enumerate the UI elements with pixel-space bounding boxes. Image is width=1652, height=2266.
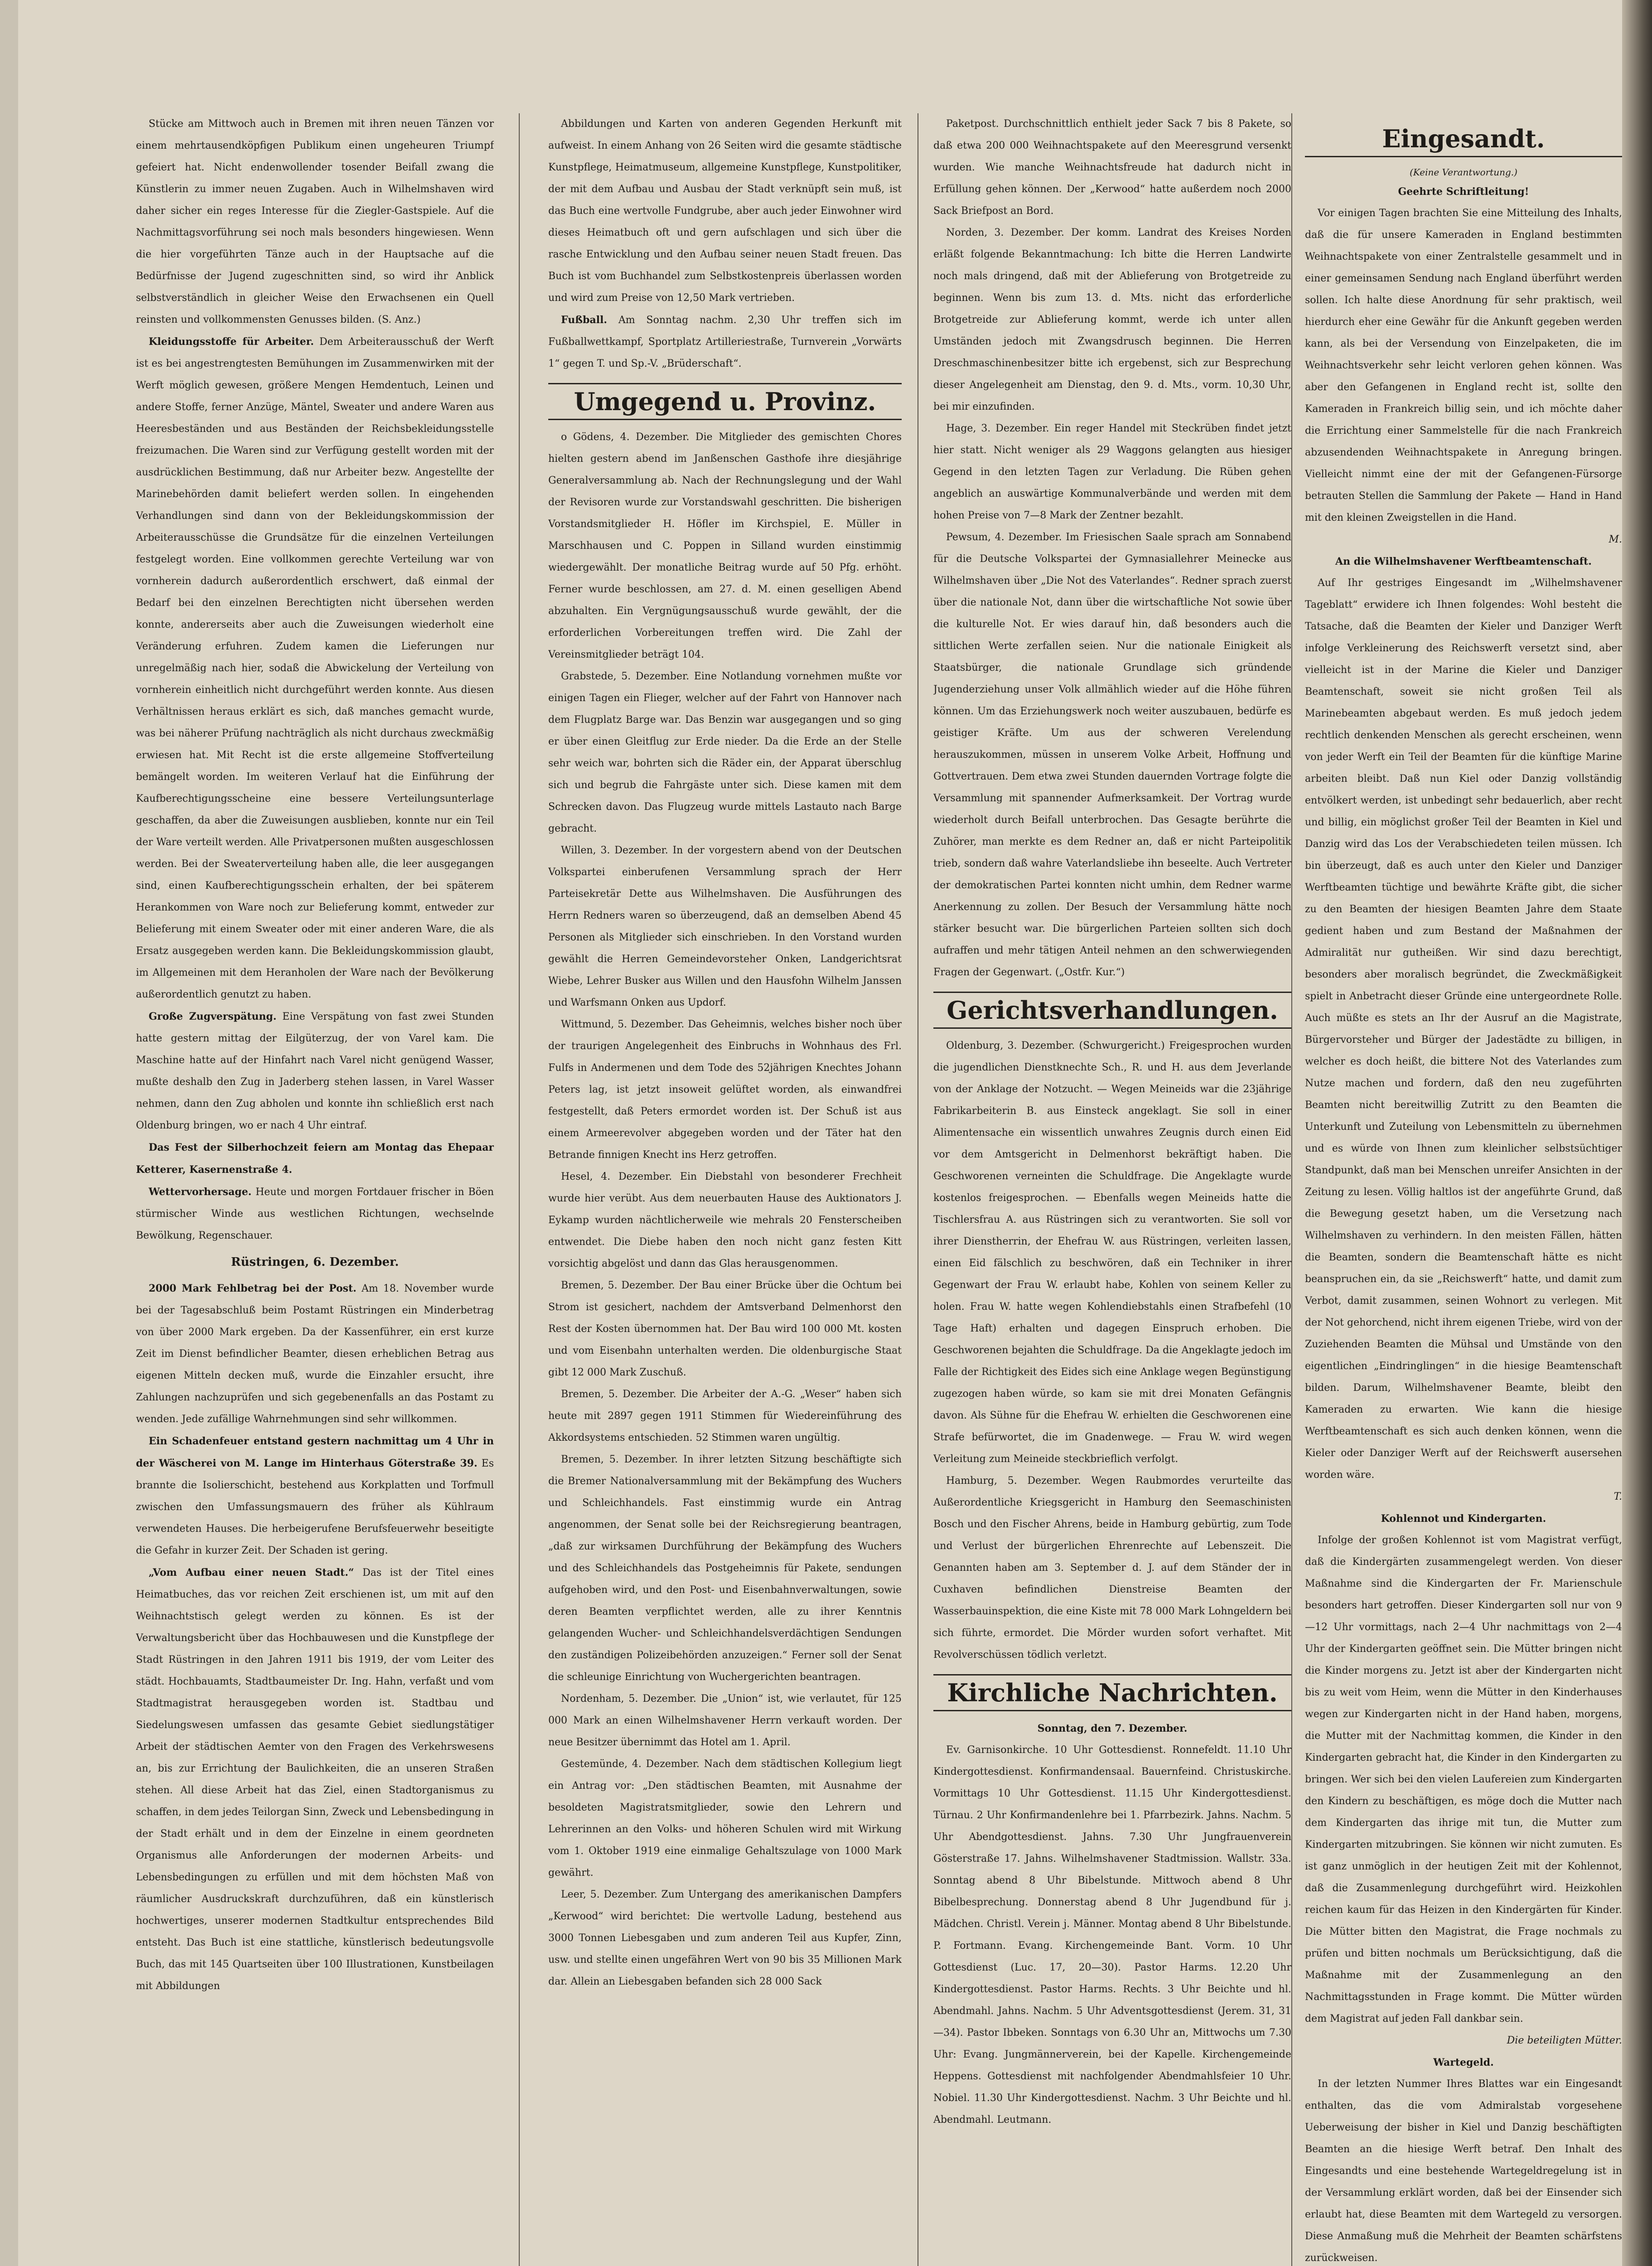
column-1 [136,113,494,2266]
article-text: Leer, 5. Dezember. Zum Untergang des amerikanischen Dampfers „Kerwood“ wird berichtet: Die wertvolle Ladung, bestehend aus 3000 Tonnen Liebesgaben und zum anderen Teil aus Kupfer, Zinn, usw. und stellte einen ungefähren Wert von 90 bis 35 Millionen Mark dar. Allein an Liebesgaben befanden sich 28 000 Sack [548,1889,902,1987]
section-heading: Eingesandt. [1305,121,1622,157]
column-3 [933,113,1291,2266]
section-heading: Gerichtsverhandlungen. [933,992,1291,1029]
article-text: Pewsum, 4. Dezember. Im Friesischen Saale sprach am Sonnabend für die Deutsche Volkspartei der Gymnasiallehrer Meinecke aus Wilhelmshaven über „Die Not des Vaterlandes“. Redner sprach zuerst über die nationale Not, dann über die wirtschaftliche Not sowie über die kulturelle Not. Er wies darauf hin, daß besonders auch die sittlichen Werte zerfallen seien. Nur die nationale Einigkeit als Staatsbürger, die nationale Grundlage sich gründende Jugenderziehung unser Volk allmählich wieder auf die Höhe führen können. Um das Erziehungswerk noch weiter auszubauen, bedürfe es geistiger Kräfte. Um aus der schweren Verelendung herauszukommen, müssen in unserem Volke Arbeit, Hoffnung und Gottvertrauen. Dem etwa zwei Stunden dauernden Vortrage folgte die Versammlung mit spannender Aufmerksamkeit. Der Vortrag wurde wiederholt durch Beifall unterbrochen. Das Gesagte berührte die Zuhörer, man merkte es dem Redner an, daß er nicht Parteipolitik trieb, sondern daß wahre Vaterlandsliebe ihn beseelte. Auch Vertreter der demokratischen Partei konnten nicht umhin, dem Redner warme Anerkennung zu zollen. Der Besuch der Versammlung hätte noch stärker besucht war. Die bürgerlichen Parteien sollten sich doch aufraffen und mehr tätigen Anteil nehmen an den schwerwiegenden Fragen der Gegenwart. („Ostfr. Kur.“) [933,532,1291,978]
article-text: Bremen, 5. Dezember. In ihrer letzten Sitzung beschäftigte sich die Bremer Nationalversammlung mit der Bekämpfung des Wuchers und Schleichhandels. Fast einstimmig wurde ein Antrag angenommen, der Senat solle bei der Reichsregierung beantragen, „daß zur wirksamen Durchführung der Bekämpfung des Wuchers und des Schleichhandels das Postgeheimnis für Pakete, sendungen aufgehoben wird, und den Post- und Eisenbahnverwaltungen, sowie deren Beamten verpflichtet werden, alle zu ihrer Kenntnis gelangenden Wucher- und Schleichhandelsverdächtigen Sendungen den zuständigen Polizeibehörden anzuzeigen.“ Ferner soll der Senat die schleunige Einrichtung von Wuchergerichten beantragen. [548,1454,902,1683]
article-text: In der letzten Nummer Ihres Blattes war ein Eingesandt enthalten, das die vom Admiralstab vorgesehene Ueberweisung der bisher in Kiel und Danzig beschäftigten Beamten an die hiesige Werft betraf. Den Inhalt des Eingesandts und eine bestehende Wartegeldregelung ist in der Versammlung erklärt worden, daß bei der Einsender sich erlaubt hat, diese Beamten mit dem Wartegeld zu versorgen. Diese Anmaßung muß die Mehrheit der Beamten schärfstens zurückweisen. [1305,2078,1622,2264]
article-paragraph [136,1562,494,1997]
article-text: Hesel, 4. Dezember. Ein Diebstahl von besonderer Frechheit wurde hier verübt. Aus dem neuerbauten Hause des Auktionators J. Eykamp wurden nächtlicherweile wie mehrals 20 Fensterscheiben entwendet. Die Diebe haben den noch nicht ganz festen Kitt vorsichtig abgelöst und dann das Glas herausgenommen. [548,1171,902,1269]
article-paragraph [136,1430,494,1562]
article-text: Dem Arbeiterausschuß der Werft ist es bei angestrengtesten Bemühungen im Zusammenwirken mit der Werft möglich gewesen, größere Mengen Hemdentuch, Leinen und andere Stoffe, ferner Anzüge, Mäntel, Sweater und andere Waren aus Heeresbeständen und aus Beständen der Reichsbekleidungsstelle freizumachen. Die Waren sind zur Verfügung gestellt worden mit der ausdrücklichen Bestimmung, daß nur Arbeiter bezw. Angestellte der Marinebehörden damit beliefert werden sollen. In eingehenden Verhandlungen sind dann von der Bekleidungskommission der Arbeiterausschüsse die Grundsätze für die einzelnen Verteilungen festgelegt worden. Eine vollkommen gerechte Verteilung war von vornherein dadurch außerordentlich erschwert, daß einmal der Bedarf bei den einzelnen Berechtigten nicht übersehen werden konnte, andererseits aber auch die Zuweisungen wiederholt eine Veränderung erfuhren. Zudem kamen die Lieferungen nur unregelmäßig nach hier, sodaß die Abwickelung der Verteilung von vornherein einheitlich nicht durchgeführt werden konnte. Aus diesen Verhältnissen heraus erklärt es sich, daß manches gemacht wurde, was bei näherer Prüfung nachträglich als nicht durchaus zweckmäßig erwiesen hat. Mit Recht ist die erste allgemeine Stoffverteilung bemängelt worden. Im weiteren Verlauf hat die Einführung der Kaufberechtigungsscheine eine bessere Verteilungsunterlage geschaffen, da aber die Zuweisungen ausblieben, konnte nur ein Teil der Ware verteilt werden. Alle Privatpersonen mußten ausgeschlossen werden. Bei der Sweaterverteilung haben alle, die leer ausgegangen sind, einen Kaufberechtigungsschein erhalten, der bei späterem Herankommen von Ware noch zur Belieferung kommt, entweder zur Belieferung mit einem Sweater oder mit einer anderen Ware, die als Ersatz ausgegeben werden kann. Die Bekleidungskommission glaubt, im Allgemeinen mit dem Heranholen der Ware nach der Bevölkerung außerordentlich genutzt zu haben. [136,336,494,1000]
signature: T. [1613,1491,1622,1502]
article-text: Norden, 3. Dezember. Der komm. Landrat des Kreises Norden erläßt folgende Bekanntmachung: Ich bitte die Herren Landwirte noch mals dringend, daß mit der Ablieferung von Brotgetreide zu beginnen. Wenn bis zum 13. d. Mts. nicht das erforderliche Brotgetreide zur Ablieferung kommt, werde ich unter allen Umständen jedoch mit Zwangsdrusch beginnen. Die Herren Dreschmaschinenbesitzer bitte ich ergebenst, sich zur Besprechung dieser Angelegenheit am Dienstag, den 9. d. Mts., vorm. 10,30 Uhr, bei mir einzufinden. [933,227,1291,412]
article-lead: Fußball. [561,314,607,326]
article-lead: Große Zugverspätung. [149,1011,277,1022]
page-edge-shadow [1622,0,1652,2266]
article-text: Das ist der Titel eines Heimatbuches, das vor reichen Zeit erschienen ist, um mit auf den Weihnachtstisch gelegt werden zu können. Es ist der Verwaltungsbericht über das Hochbauwesen und die Kunstpflege der Stadt Rüstringen in den Jahren 1911 bis 1919, der vom Leiter des städt. Hochbauamts, Stadtbaumeister Dr. Ing. Hahn, verfaßt und vom Stadtmagistrat herausgegeben worden ist. Stadtbau und Siedelungswesen umfassen das gesamte Gebiet siedlungstätiger Arbeit der städtischen Aemter von den Fragen des Verkehrswesens an, bis zur Errichtung der Baulichkeiten, die an unseren Straßen stehen. All diese Arbeit hat das Ziel, einen Stadtorganismus zu schaffen, in dem jedes Teilorgan Sinn, Zweck und Lebensbedingung in der Stadt erhält und in dem der Einzelne in einem geordneten Organismus alle Anforderungen der modernen Arbeits- und Lebensbedingungen zu erfüllen und mit dem höchsten Maß von räumlicher Ausdruckskraft durchzuführen, daß ein künstlerisch hochwertiges, unserer modernen Stadtkultur entsprechendes Bild entsteht. Das Buch ist eine stattliche, künstlerisch bedeutungsvolle Buch, das mit 145 Quartseiten über 100 Illustrationen, Kunstbeilagen mit Abbildungen [136,1567,494,1992]
column-4 [1305,113,1622,2266]
article-text: Infolge der großen Kohlennot ist vom Magistrat verfügt, daß die Kindergärten zusammengelegt werden. Von dieser Maßnahme sind die Kindergarten der Fr. Marienschule besonders hart getroffen. Dieser Kindergarten soll nur von 9—12 Uhr vormittags, nach 2—4 Uhr nachmittags von 2—4 Uhr der Kindergarten geöffnet sein. Die Mütter bringen nicht die Kinder morgens zu. Jetzt ist aber der Kindergarten nicht bis zu weit vom Heim, wenn die Mütter in den Kinderhauses wegen zur Kindergarten nicht in der Hand haben, morgens, die Mutter mit der Nachmittag kommen, die Kinder in den Kindergarten gebracht hat, die Kinder in den Kindergarten zu bringen. Wer sich bei den vielen Laufereien zum Kindergarten den Kindern zu beschäftigen, es möge doch die Mutter nach dem Kindergarten das ihrige mit tun, die Mutter zum Kindergarten mitzubringen. Sie können wir nicht zumuten. Es ist ganz unmöglich in der heutigen Zeit mit der Kohlennot, daß die Zusammenlegung durchgeführt wird. Heizkohlen reichen kaum für das Heizen in den Kindergärten für Kinder. Die Mütter bitten den Magistrat, die Frage nochmals zu prüfen und bitten nochmals um Berücksichtigung, daß die Maßnahme mit der Zusammenlegung an den Nachmittagsstunden in Frage kommt. Die Mütter würden dem Magistrat auf jeden Fall dankbar sein. [1305,1535,1622,2024]
service-date: Sonntag, den 7. Dezember. [1037,1723,1188,1734]
article-lead: „Vom Aufbau einer neuen Stadt.“ [149,1567,354,1578]
article-text: Stücke am Mittwoch auch in Bremen mit ihren neuen Tänzen vor einem mehrtausendköpfigen Publikum einen ungeheuren Triumpf gefeiert hat. Nicht endenwollender tosender Beifall zwang die Künstlerin zu immer neuen Zugaben. Auch in Wilhelmshaven wird daher sicher ein reges Interesse für die Ziegler-Gastspiele. Auf die Nachmittagsvorführung sei noch mals besonders hingewiesen. Wenn die hier vorgeführten Tänze auch in der Hauptsache auf die Bedürfnisse der Jugend zugeschnitten sind, so wird ihr Anblick selbstverständlich in gleicher Weise den Erwachsenen ein Quell reinsten und vollkommensten Genusses bilden. (S. Anz.) [136,118,494,325]
article-paragraph [136,1181,494,1247]
article-lead: Wettervorhersage. [149,1186,252,1198]
article-text: Bremen, 5. Dezember. Die Arbeiter der A.-G. „Weser“ haben sich heute mit 2897 gegen 1911 Stimmen für Wiedereinführung des Akkordsystems entschieden. 52 Stimmen waren ungültig. [548,1389,902,1443]
article-text: Grabstede, 5. Dezember. Eine Notlandung vornehmen mußte vor einigen Tagen ein Flieger, welcher auf der Fahrt von Hannover nach dem Flugplatz Barge war. Das Benzin war ausgegangen und so ging er über einen Gleitflug zur Erde nieder. Da die Erde an der Stelle sehr weich war, bohrten sich die Räder ein, der Apparat überschlug sich und begrub die Fahrgäste unter sich. Diese kamen mit dem Schrecken davon. Das Flugzeug wurde mittels Lastauto nach Barge gebracht. [548,671,902,834]
article-text: Hamburg, 5. Dezember. Wegen Raubmordes verurteilte das Außerordentliche Kriegsgericht in Hamburg den Seemaschinisten Bosch und den Fischer Ahrens, beide in Hamburg gebürtig, zum Tode und Verlust der bürgerlichen Ehrenrechte auf Lebenszeit. Die Genannten haben am 3. September d. J. auf dem Ständer der in Cuxhaven befindlichen Dienstreise Beamten der Wasserbauinspektion, die eine Kiste mit 78 000 Mark Lohngeldern bei sich führte, ermordet. Die Mörder wurden sofort verhaftet. Mit Revolverschüssen tödlich verletzt. [933,1475,1291,1661]
article-text: Am Sonntag nachm. 2,30 Uhr treffen sich im Fußballwettkampf, Sportplatz Artilleriestraße, Turnverein „Vorwärts 1“ gegen T. und Sp.-V. „Brüderschaft“. [548,315,902,369]
article-text: Heute und morgen Fortdauer frischer in Böen stürmischer Winde aus westlichen Richtungen, wechselnde Bewölkung, Regenschauer. [136,1186,494,1241]
article-text: Hage, 3. Dezember. Ein reger Handel mit Steckrüben findet jetzt hier statt. Nicht weniger als 29 Waggons gelangten aus hiesiger Gegend in den letzten Tagen zur Verladung. Die Rüben gehen angeblich an auswärtige Kommunalverbände und werden mit dem hohen Preise von 7—8 Mark der Zentner bezahlt. [933,423,1291,521]
article-lead: 2000 Mark Fehlbetrag bei der Post. [149,1283,357,1294]
article-text: Am 18. November wurde bei der Tagesabschluß beim Postamt Rüstringen ein Minderbetrag von über 2000 Mark ergeben. Da der Kassenführer, ein erst kurze Zeit im Dienst befindlicher Beamter, diesen erheblichen Betrag aus eigenen Mitteln decken muß, wurde die Einzahler ersucht, ihre Zahlungen nachzuprüfen und sich gegebenenfalls an das Postamt zu wenden. Jede zufällige Wahrnehmungen sind sehr willkommen. [136,1283,494,1425]
article-text: Abbildungen und Karten von anderen Gegenden Herkunft mit aufweist. In einem Anhang von 26 Seiten wird die gesamte städtische Kunstpflege, Heimatmuseum, allgemeine Kunstpflege, Kunstpolitiker, der mit dem Aufbau und Ausbau der Stadt verknüpft sein muß, ist das Buch eine wertvolle Fundgrube, aber auch jeder Einwohner wird dieses Heimatbuch oft und gern aufschlagen und sich über die rasche Entwicklung und den Aufbau seiner neuen Stadt freuen. Das Buch ist vom Buchhandel zum Selbstkostenpreis überlassen worden und wird zum Preise von 12,50 Mark vertrieben. [548,118,902,304]
salutation: Geehrte Schriftleitung! [1398,186,1529,198]
article-text: Ev. Garnisonkirche. 10 Uhr Gottesdienst. Ronnefeldt. 11.10 Uhr Kindergottesdienst. Konfirmandensaal. Bauernfeind. Christuskirche. Vormittags 10 Uhr Gottesdienst. 11.15 Uhr Kindergottesdienst. Türnau. 2 Uhr Konfirmandenlehre bei 1. Pfarrbezirk. Jahns. Nachm. 5 Uhr Abendgottesdienst. Jahns. 7.30 Uhr Jungfrauenverein Gösterstraße 17. Jahns. Wilhelmshavener Stadtmission. Wallstr. 33a. Sonntag abend 8 Uhr Bibelstunde. Mittwoch abend 8 Uhr Bibelbesprechung. Donnerstag abend 8 Uhr Jugendbund für j. Mädchen. Christl. Verein j. Männer. Montag abend 8 Uhr Bibelstunde. P. Fortmann. Evang. Kirchengemeinde Bant. Vorm. 10 Uhr Gottesdienst (Luc. 17, 20—30). Pastor Harms. 12.20 Uhr Kindergottesdienst. Pastor Harms. Rechts. 3 Uhr Beichte und hl. Abendmahl. Jahns. Nachm. 5 Uhr Adventsgottesdienst (Jerem. 31, 31—34). Pastor Ibbeken. Sonntags von 6.30 Uhr an, Mittwochs um 7.30 Uhr: Evang. Jungmännerverein, bei der Kapelle. Kirchengemeinde Heppens. Gottesdienst mit nachfolgender Abendmahlsfeier 10 Uhr. Nobiel. 11.30 Uhr Kindergottesdienst. Nachm. 3 Uhr Beichte und hl. Abendmahl. Leutmann. [933,1744,1291,2126]
article-text: Gestemünde, 4. Dezember. Nach dem städtischen Kollegium liegt ein Antrag vor: „Den städtischen Beamten, mit Ausnahme der besoldeten Magistratsmitglieder, sowie den Lehrern und Lehrerinnen an den Volks- und höheren Schulen wird mit Wirkung vom 1. Oktober 1919 eine einmalige Gehaltszulage von 1000 Mark gewährt. [548,1758,902,1879]
column-rule [1291,113,1292,2266]
dateline: Rüstringen, 6. Dezember. [231,1255,399,1269]
article-paragraph [136,1006,494,1137]
article-text: Es brannte die Isolierschicht, bestehend aus Korkplatten und Torfmull zwischen den Umfassungsmauern des früher als Kühlraum verwendeten Hauses. Die herbeigerufene Berufsfeuerwehr beseitigte die Gefahr in kurzer Zeit. Der Schaden ist gering. [136,1458,494,1556]
section-heading: Umgegend u. Provinz. [548,383,902,420]
article-text: Auf Ihr gestriges Eingesandt im „Wilhelmshavener Tageblatt“ erwidere ich Ihnen folgendes: Wohl besteht die Tatsache, daß die Beamten der Kieler und Danziger Werft infolge Verkleinerung des Reichswerft versetzt sind, aber vielleicht ist in der Marine die Kieler und Danziger Beamtenschaft, soweit sie nicht großen Teil als Marinebeamten abgebaut werden. Es muß jedoch jedem rechtlich denkenden Menschen als gerecht erscheinen, wenn von jeder Werft ein Teil der Beamten für die künftige Marine arbeiten bleibt. Daß nun Kiel oder Danzig vollständig entvölkert werden, ist unbedingt sehr bedauerlich, aber recht und billig, ein möglichst großer Teil der Beamten in Kiel und Danzig wird das Los der Verabschiedeten teilen müssen. Ich bin überzeugt, daß es auch unter den Kieler und Danziger Werftbeamten tüchtige und bewährte Kräfte gibt, die sicher zu den Beamten der hiesigen Beamten Jahre dem Staate gedient haben und zum Bestand der Maßnahmen der Admiralität nur gutheißen. Wir sind dazu berechtigt, besonders aber moralisch begründet, die Zweckmäßigkeit spielt in Anbetracht dieser Gründe eine untergeordnete Rolle. Auch müßte es stets an Ihr der Ausruf an die Magistrate, Bürgervorsteher und Bürger der Jadestädte zu billigen, in welcher es doch heißt, die bittere Not des Vaterlandes zum Nutze machen und fordern, daß den neu zugeführten Beamten nicht bereitwillig Zutritt zu den Beamten die Unterkunft und Zuteilung von Lebensmitteln zu übernehmen und es würde von Ihnen zum kleinlicher selbstsüchtiger Standpunkt, daß man bei Menschen unreifer Ansichten in der Zeitung zu lesen. Völlig haltlos ist der angeführte Grund, daß die Bewegung gesetzt haben, um die Versetzung nach Wilhelmshaven zu verhindern. In den meisten Fällen, hätten die Beamten, sondern die Beamtenschaft hätte es nicht beanspruchen ein, da sie „Reichswerft“ hatte, und damit zum Verbot, damit zusammen, seinen Wohnort zu verlegen. Mit der Not gehorchend, nicht ihrem eigenen Triebe, wird von der Zuziehenden Beamten die Mühsal und Umstände von den eigentlichen „Eindringlingen“ in die hiesige Beamtenschaft bilden. Darum, Wilhelmshavener Beamte, bleibt den Kameraden zu erwarten. Wie kann die hiesige Werftbeamtenschaft es sich auch denken können, wenn die Kieler oder Danziger Werft auf der Reichswerft ausersehen worden wäre. [1305,577,1622,1481]
article-text: Bremen, 5. Dezember. Der Bau einer Brücke über die Ochtum bei Strom ist gesichert, nachdem der Amtsverband Delmenhorst den Rest der Kosten übernommen hat. Der Bau wird 100 000 Mt. kosten und vom Eisenbahn unterhalten werden. Die oldenburgische Staat gibt 12 000 Mark Zuschuß. [548,1280,902,1378]
article-text: o Gödens, 4. Dezember. Die Mitglieder des gemischten Chores hielten gestern abend im Janßenschen Gasthofe ihre diesjährige Generalversammlung ab. Nach der Rechnungslegung und der Wahl der Revisoren wurde zur Vorstandswahl geschritten. Die bisherigen Vorstandsmitglieder H. Höfler im Kirchspiel, E. Müller in Marschhausen und C. Poppen in Silland wurden einstimmig wiedergewählt. Der monatliche Beitrag wurde auf 50 Pfg. erhöht. Ferner wurde beschlossen, am 27. d. M. einen geselligen Abend abzuhalten. Ein Vergnügungsausschuß wurde gewählt, der die erforderlichen Vorbereitungen treffen wird. Die Zahl der Vereinsmitglieder beträgt 104. [548,431,902,660]
article-lead: Wartegeld. [1433,2057,1494,2068]
article-lead: Das Fest der Silberhochzeit feiern am Montag das Ehepaar Ketterer, Kasernenstraße 4. [136,1142,494,1176]
article-paragraph [136,1278,494,1430]
disclaimer: (Keine Verantwortung.) [1410,167,1517,178]
article-text: Paketpost. Durchschnittlich enthielt jeder Sack 7 bis 8 Pakete, so daß etwa 200 000 Weihnachtspakete auf den Meeresgrund versenkt wurden. Wie manche Weihnachtsfreude hat dadurch nicht in Erfüllung gehen können. Der „Kerwood“ hatte außerdem noch 2000 Sack Briefpost an Bord. [933,118,1291,217]
section-heading: Kirchliche Nachrichten. [933,1674,1291,1711]
article-text: Oldenburg, 3. Dezember. (Schwurgericht.) Freigesprochen wurden die jugendlichen Dienstknechte Sch., R. und H. aus dem Jeverlande von der Anklage der Notzucht. — Wegen Meineids war die 23jährige Fabrikarbeiterin B. aus Einsteck angeklagt. Sie soll in einer Alimentensache ein wissentlich unwahres Zeugnis durch einen Eid vor dem Amtsgericht in Delmenhorst bekräftigt haben. Die Geschworenen verneinten die Schuldfrage. Die Angeklagte wurde kostenlos freigesprochen. — Ebenfalls wegen Meineids hatte die Tischlersfrau A. aus Rüstringen sich zu verantworten. Sie soll vor ihrer Dienstherrin, der Ehefrau W. aus Rüstringen, verleiten lassen, einen Eid fälschlich zu beschwören, daß ein Techniker in ihrer Gegenwart der Frau W. erlaubt habe, Kohlen von seinem Keller zu holen. Frau W. hatte wegen Kohlendiebstahls einen Strafbefehl (10 Tage Haft) erhalten und dagegen Einspruch erhoben. Die Geschworenen bejahten die Schuldfrage. Da die Angeklagte jedoch im Falle der Richtigkeit des Eides sich eine Anklage wegen Begünstigung zugezogen haben würde, so kam sie mit drei Monaten Gefängnis davon. Als Sühne für die Ehefrau W. erhielten die Geschworenen eine Strafe befürwortet, die im Gnadenwege. — Frau W. wird wegen Verleitung zum Meineide steckbrieflich verfolgt. [933,1040,1291,1465]
article-lead: Ein Schadenfeuer entstand gestern nachmittag um 4 Uhr in der Wäscherei von M. Lange im Hinterhaus Göterstraße 39. [136,1435,494,1469]
article-paragraph [136,1137,494,1181]
article-lead: Kleidungsstoffe für Arbeiter. [149,336,314,348]
signature: M. [1609,534,1622,545]
article-text: Vor einigen Tagen brachten Sie eine Mitteilung des Inhalts, daß die für unsere Kameraden in England bestimmten Weihnachtspakete von einer Zentralstelle gesammelt und in einer gemeinsamen Sendung nach England überführt werden sollen. Ich halte diese Anordnung für sehr praktisch, weil hierdurch eher eine Gewähr für die Ankunft gegeben werden kann, als bei der Versendung von Einzelpaketen, die im Weihnachtsverkehr sehr leicht verloren gehen können. Was aber den Gefangenen in England recht ist, sollte den Kameraden in Frankreich billig sein, und ich möchte daher die Errichtung einer Sammelstelle für die nach Frankreich abzusendenden Weihnachtspakete in Anregung bringen. Vielleicht nimmt eine der mit der Gefangenen-Fürsorge betrauten Stellen die Sammlung der Pakete — Hand in Hand mit den kleinen Zweigstellen in die Hand. [1305,208,1622,523]
article-text: Wittmund, 5. Dezember. Das Geheimnis, welches bisher noch über der traurigen Angelegenheit des Einbruchs in Wohnhaus des Frl. Fulfs in Andermenen und dem Tode des 52jährigen Knechtes Johann Peters lag, ist jetzt insoweit gelüftet worden, als einwandfrei festgestellt, daß Peters ermordet worden ist. Der Schuß ist aus einem Armeerevolver abgegeben worden und der Täter hat den Betrande finnigen Knecht ins Herz getroffen. [548,1019,902,1161]
column-rule [519,113,520,2266]
article-paragraph [136,331,494,1006]
article-text: Eine Verspätung von fast zwei Stunden hatte gestern mittag der Eilgüterzug, der von Varel kam. Die Maschine hatte auf der Hinfahrt nach Varel nicht genügend Wasser, mußte deshalb den Zug in Jaderberg stehen lassen, in Varel Wasser nehmen, dann den Zug abholen und konnte ihn schließlich erst nach Oldenburg bringen, wo er nach 4 Uhr eintraf. [136,1011,494,1131]
article-text: Nordenham, 5. Dezember. Die „Union“ ist, wie verlautet, für 125 000 Mark an einen Wilhelmshavener Herrn verkauft worden. Der neue Besitzer übernimmt das Hotel am 1. April. [548,1693,902,1748]
article-lead: Kohlennot und Kindergarten. [1381,1513,1546,1525]
article-text: Willen, 3. Dezember. In der vorgestern abend von der Deutschen Volkspartei einberufenen Versammlung sprach der Herr Parteisekretär Dette aus Wilhelmshaven. Die Ausführungen des Herrn Redners waren so überzeugend, daß an demselben Abend 45 Personen als Mitglieder sich einschrieben. In den Vorstand wurden gewählt die Herren Gemeindevorsteher Onken, Landgerichtsrat Wiebe, Lehrer Busker aus Willen und den Hausfohn Wilhelm Janssen und Warfsmann Onken aus Updorf. [548,845,902,1008]
article-lead: An die Wilhelmshavener Werftbeamtenschaft. [1335,556,1592,567]
article-paragraph [548,309,902,375]
newspaper-page [18,0,1622,2266]
column-2 [548,113,902,2266]
signature: Die beteiligten Mütter. [1507,2035,1622,2046]
